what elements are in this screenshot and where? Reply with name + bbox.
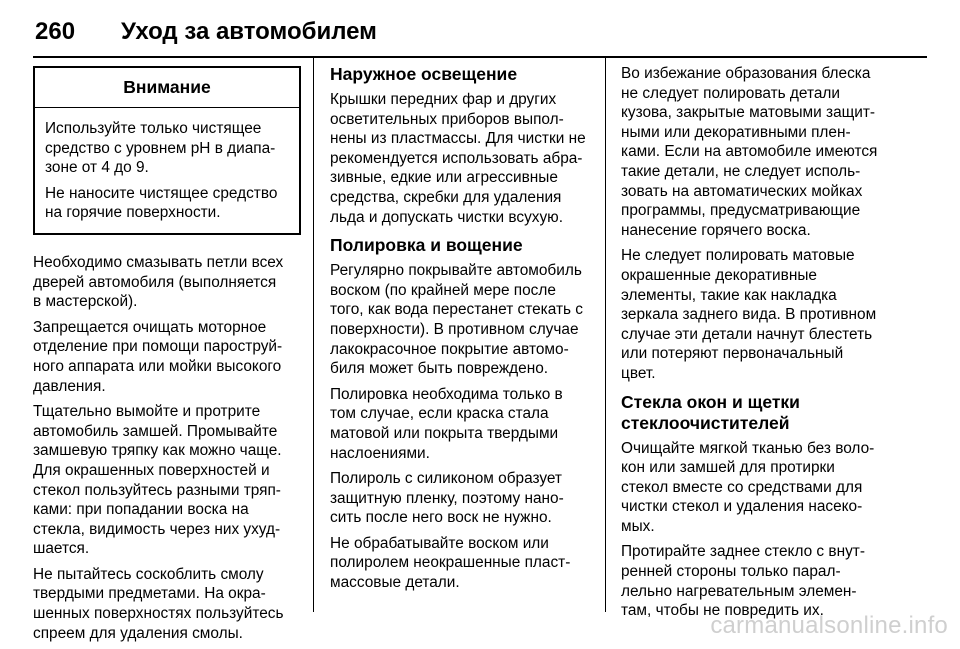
body-paragraph: Протирайте заднее стекло с внут- ренней стороны только парал- лельно нагревательным элемен- там, чтобы не повредить их. (621, 543, 865, 620)
page-header (33, 8, 927, 58)
warning-paragraph: Используйте только чистящее средство с уровнем pH в диапа- зоне от 4 до 9. (45, 120, 276, 177)
column-middle (330, 64, 596, 599)
column-divider (605, 58, 606, 612)
column-left (33, 64, 301, 649)
column-divider (313, 58, 314, 612)
body-paragraph: Полироль с силиконом образует защитную пленку, поэтому нано- сить после него воск не нужно. (330, 470, 564, 527)
body-paragraph: Тщательно вымойте и протрите автомобиль замшей. Промывайте замшевую тряпку как можно чаще. Для окрашенных поверхностей и стекол пользуйтесь разными тряп- ками: при попадании воска на стекла, видимость через них ухуд- шается. (33, 403, 282, 558)
body-paragraph: Не обрабатывайте воском или полиролем неокрашенные пласт- массовые детали. (330, 534, 571, 592)
section-heading-polishing: Полировка и вощение (330, 235, 523, 256)
watermark-text: carmanualsonline.info (710, 612, 948, 639)
body-paragraph: Не пытайтесь соскоблить смолу твердыми предметами. На окра- шенных поверхностях пользуйтесь спреем для удаления смолы. (33, 565, 284, 642)
page-number: 260 (35, 18, 76, 45)
body-paragraph: Очищайте мягкой тканью без воло- кон или замшей для протирки стекол вместе со средствами для чистки стекол и удаления насеко- мых. (621, 439, 875, 535)
body-paragraph: Запрещается очищать моторное отделение при помощи пароструй- ного аппарата или мойки высокого давления. (33, 318, 283, 395)
warning-paragraph: Не наносите чистящее средство на горячие поверхности. (45, 184, 278, 222)
body-paragraph: Не следует полировать матовые окрашенные декоративные элементы, такие как накладка зеркала заднего вида. В противном случае эти детали начнут блестеть или потеряют первоначальный цвет. (621, 247, 877, 382)
warning-box (33, 66, 301, 235)
body-paragraph: Крышки передних фар и других осветительных приборов выпол- нены из пластмассы. Для чистки не рекомендуется использовать абра- зивные, едкие или агрессивные средства, скребки для удаления льда и допускать чистки всухую. (330, 91, 586, 226)
body-paragraph: Регулярно покрывайте автомобиль воском (по крайней мере после того, как вода перестанет стекать с поверхности). В противном случае лакокрасочное покрытие автомо- биля может быть повреждено. (330, 262, 583, 378)
section-heading-exterior-lights: Наружное освещение (330, 64, 518, 84)
body-paragraph: Полировка необходима только в том случае, если краска стала матовой или покрыта твердыми наслоениями. (330, 385, 563, 462)
section-heading-windows-wipers: Стекла окон и щетки стеклоочистителей (621, 391, 800, 433)
warning-title: Внимание (35, 68, 299, 108)
warning-body (35, 108, 299, 233)
body-paragraph: Во избежание образования блеска не следует полировать детали кузова, закрытые матовыми защит- ными или декоративными плен- ками. Если на автомобиле имеются такие детали, не следует исполь- зовать на автоматических мойках программы, предусматривающие нанесение горячего воска. (621, 65, 878, 239)
page-title: Уход за автомобилем (121, 18, 377, 45)
column-right (621, 64, 889, 627)
body-paragraph: Необходимо смазывать петли всех дверей автомобиля (выполняется в мастерской). (33, 253, 284, 311)
